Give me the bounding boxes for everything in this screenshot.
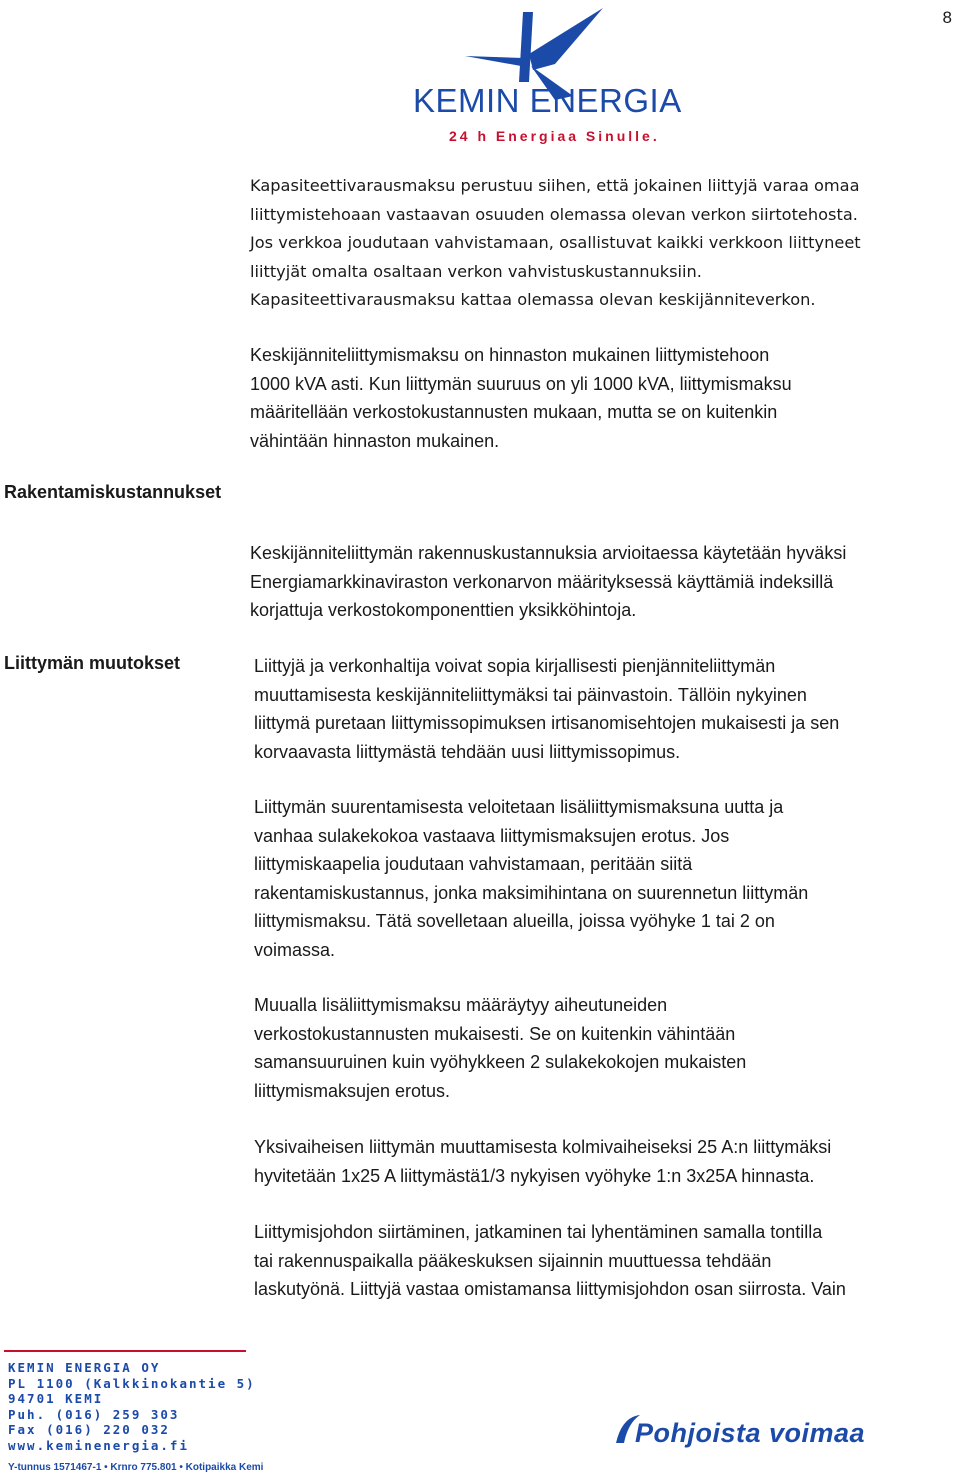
- text-line: Jos verkkoa joudutaan vahvistamaan, osallistuvat kaikki verkkoon liittyneet: [250, 233, 861, 252]
- star-cross-icon: [405, 4, 690, 146]
- text-line: rakentamiskustannus, jonka maksimihintana on suurennetun liittymän: [254, 882, 809, 903]
- changes-paragraph-3: [254, 991, 746, 1105]
- text-line: vähintään hinnaston mukainen.: [250, 430, 500, 451]
- page-number: 8: [942, 8, 952, 27]
- text-line: Kapasiteettivarausmaksu perustuu siihen, että jokainen liittyjä varaa omaa: [250, 176, 860, 195]
- changes-paragraph-5: [254, 1218, 846, 1304]
- construction-paragraph: [250, 539, 846, 625]
- logo-slogan: 24 h Energiaa Sinulle.: [449, 128, 660, 144]
- changes-paragraph-1: [254, 652, 839, 766]
- address-line: Fax (016) 220 032: [8, 1422, 170, 1437]
- footer-brand: Pohjoista voimaa: [635, 1418, 866, 1448]
- changes-paragraph-2: [254, 793, 808, 964]
- address-line: Puh. (016) 259 303: [8, 1406, 180, 1422]
- text-line: korvaavasta liittymästä tehdään uusi liittymissopimus.: [254, 741, 681, 762]
- text-line: Liittymän suurentamisesta veloitetaan lisäliittymismaksuna uutta ja: [254, 797, 784, 817]
- text-line: liittymismaksu. Tätä sovelletaan alueilla, joissa vyöhyke 1 tai 2 on: [254, 911, 775, 931]
- changes-paragraph-4: [254, 1133, 831, 1190]
- footer-divider: [4, 1350, 246, 1352]
- text-line: liittymä puretaan liittymissopimuksen irtisanomisehtojen mukaisesti ja sen: [254, 713, 840, 733]
- text-line: Muualla lisäliittymismaksu määräytyy aiheutuneiden: [254, 995, 668, 1015]
- text-line: Liittymisjohdon siirtäminen, jatkaminen tai lyhentäminen samalla tontilla: [254, 1222, 823, 1242]
- text-line: verkostokustannusten mukaisesti. Se on kuitenkin vähintään: [254, 1023, 736, 1044]
- text-line: Energiamarkkinaviraston verkonarvon määrityksessä käyttämiä indeksillä: [250, 571, 834, 592]
- footer-address: [8, 1360, 256, 1453]
- text-line: laskutyönä. Liittyjä vastaa omistamansa liittymisjohdon osan siirrosta. Vain: [254, 1279, 846, 1299]
- text-line: liittymiskaapelia joudutaan vahvistamaan, peritään siitä: [254, 854, 693, 874]
- text-line: Liittyjä ja verkonhaltija voivat sopia kirjallisesti pienjänniteliittymän: [254, 656, 776, 676]
- text-line: tai rakennuspaikalla pääkeskuksen sijainnin muuttuessa tehdään: [254, 1250, 772, 1271]
- text-line: Keskijänniteliittymismaksu on hinnaston mukainen liittymistehoon: [250, 345, 770, 365]
- text-line: korjattuja verkostokomponenttien yksikköhintoja.: [250, 600, 637, 620]
- footer-registration: Y-tunnus 1571467-1 • Krnro 775.801 • Kotipaikka Kemi: [8, 1462, 264, 1473]
- company-logo: [405, 4, 690, 146]
- text-line: Kapasiteettivarausmaksu kattaa olemassa olevan keskijänniteverkon.: [250, 290, 816, 309]
- logo-wordmark: KEMIN ENERGIA: [413, 82, 682, 119]
- address-line: KEMIN ENERGIA OY: [8, 1360, 161, 1375]
- text-line: muuttamisesta keskijänniteliittymäksi tai päinvastoin. Tällöin nykyinen: [254, 684, 807, 705]
- construction-heading: Rakentamiskustannukset: [4, 482, 222, 502]
- text-line: liittymismaksujen erotus.: [254, 1080, 451, 1101]
- text-line: liittyjät omalta osaltaan verkon vahvistuskustannuksiin.: [250, 261, 702, 281]
- website-line: www.keminenergia.fi: [8, 1437, 189, 1453]
- capacity-paragraph-1: [250, 172, 861, 315]
- address-line: 94701 KEMI: [8, 1391, 104, 1406]
- text-line: hyvitetään 1x25 A liittymästä1/3 nykyisen vyöhyke 1:n 3x25A hinnasta.: [254, 1165, 815, 1186]
- text-line: vanhaa sulakekokoa vastaava liittymismaksujen erotus. Jos: [254, 825, 730, 846]
- changes-heading: Liittymän muutokset: [4, 653, 181, 673]
- text-line: Yksivaiheisen liittymän muuttamisesta kolmivaiheiseksi 25 A:n liittymäksi: [254, 1137, 832, 1157]
- text-line: Keskijänniteliittymän rakennuskustannuksia arvioitaessa käytetään hyväksi: [250, 543, 847, 563]
- text-line: 1000 kVA asti. Kun liittymän suuruus on yli 1000 kVA, liittymismaksu: [250, 373, 792, 394]
- text-line: määritellään verkostokustannusten mukaan, mutta se on kuitenkin: [250, 402, 778, 422]
- text-line: samansuuruinen kuin vyöhykkeen 2 sulakekokojen mukaisten: [254, 1052, 747, 1072]
- capacity-paragraph-2: [250, 341, 792, 455]
- address-line: PL 1100 (Kalkkinokantie 5): [8, 1375, 256, 1391]
- text-line: liittymistehoaan vastaavan osuuden olemassa olevan verkon siirtotehosta.: [250, 204, 858, 224]
- text-line: voimassa.: [254, 939, 336, 960]
